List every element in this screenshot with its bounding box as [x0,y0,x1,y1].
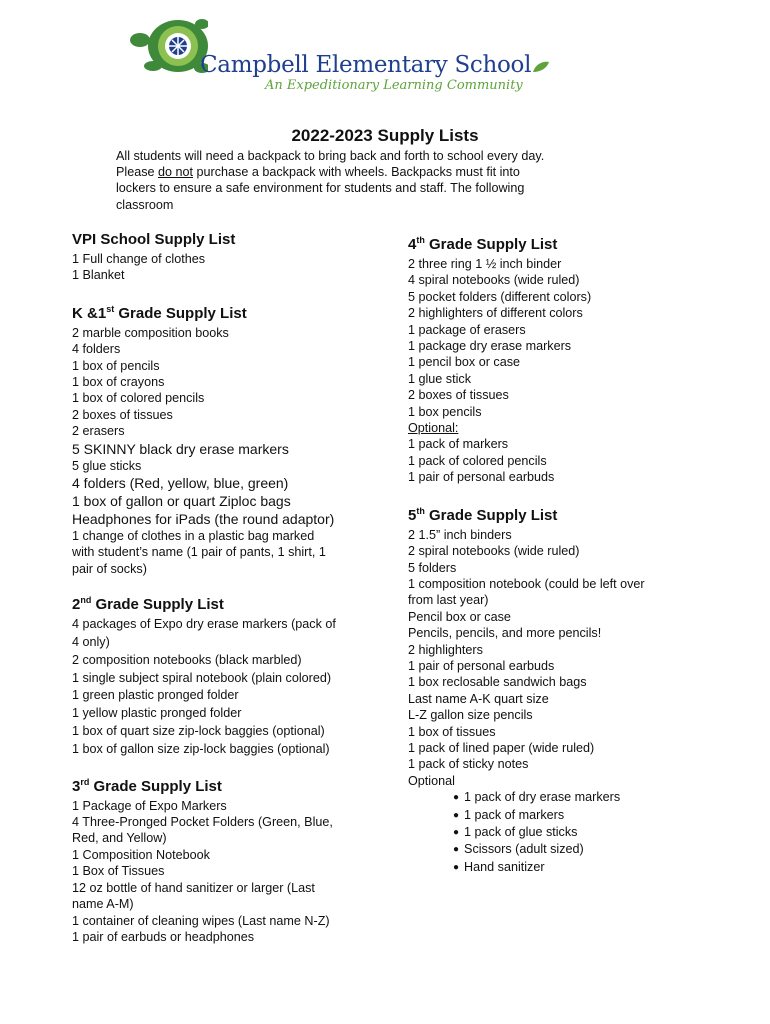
intro-line [116,164,636,180]
supply-item: 1 Full change of clothes [72,252,206,266]
heading-text: Grade Supply List [424,506,558,524]
supply-item: 1 change of clothes in a plastic bag marked [72,529,315,544]
heading-sup: nd [80,595,92,606]
optional-item: ● 1 pack of markers [408,807,708,824]
right-column [408,231,708,876]
section-heading [72,300,372,323]
supply-item: 2 highlighters [408,642,483,657]
page-title: 2022-2023 Supply Lists [291,126,479,145]
supply-item: 1 box of gallon or quart Ziploc bags [72,493,291,510]
section-heading [72,591,372,614]
emphasis-text: do not [158,165,194,180]
supply-item: 5 glue sticks [72,458,142,473]
heading-text: Grade Supply List [91,596,224,614]
intro-line: classroom [116,197,174,212]
supply-item: 1 pair of personal earbuds [408,470,555,485]
supply-item: 1 single subject spiral notebook (plain colored) [72,670,332,685]
heading-text: Grade Supply List [89,777,222,795]
supply-item: 1 box of quart size zip-lock baggies (optional) [72,724,325,739]
supply-item: 1 yellow plastic pronged folder [72,706,242,721]
supply-item: 2 marble composition books [72,325,229,340]
section-heading [72,773,372,796]
supply-item: 1 Package of Expo Markers [72,798,227,813]
supply-item: 1 Box of Tissues [72,864,165,879]
supply-item: 2 composition notebooks (black marbled) [72,652,302,667]
supply-item: 5 pocket folders (different colors) [408,289,592,304]
supply-list [72,616,372,758]
supply-item: 1 container of cleaning wipes (Last name N-Z) [72,913,330,928]
supply-item: L-Z gallon size pencils [408,708,533,723]
supply-item: Last name A-K quart size [408,691,549,706]
supply-item: 1 package dry erase markers [408,339,572,354]
section-heading: VPI School Supply List [72,231,236,248]
supply-item: pair of socks) [72,561,147,576]
heading-text: Grade Supply List [114,304,247,322]
leaf-icon [532,60,550,74]
supply-list [408,527,708,790]
optional-items [408,436,708,485]
optional-label: Optional: [408,421,459,436]
supply-item: 1 box of colored pencils [72,391,205,406]
intro-text: purchase a backpack with wheels. Backpacks must fit into [193,165,520,180]
intro-line: lockers to ensure a safe environment for students and staff. The following [116,181,525,196]
left-column [72,230,372,945]
grade3-section [72,773,372,946]
supply-item: 4 spiral notebooks (wide ruled) [408,273,580,288]
supply-item: Pencil box or case [408,609,511,624]
supply-item: 1 package of erasers [408,322,526,337]
supply-item: 12 oz bottle of hand sanitizer or larger (Last [72,880,315,895]
supply-item: 1 box of gallon size zip-lock baggies (optional) [72,741,330,756]
supply-item: Pencils, pencils, and more pencils! [408,626,602,641]
supply-list [408,256,708,420]
optional-bullets [408,789,708,876]
supply-item: 1 pair of earbuds or headphones [72,929,255,944]
heading-text: 3 [72,777,81,795]
vpi-section [72,230,372,284]
supply-item: 1 box of crayons [72,375,165,390]
supply-item: 5 folders [408,560,457,575]
supply-item: Red, and Yellow) [72,831,167,846]
school-tagline: An Expeditionary Learning Community [265,78,523,93]
supply-item: 1 composition notebook (could be left over [408,576,645,591]
supply-item: 4 only) [72,635,110,650]
supply-item: 1 box reclosable sandwich bags [408,675,587,690]
section-heading [408,502,708,525]
supply-list [72,798,372,946]
grade4-section [408,231,708,486]
supply-item: 5 SKINNY black dry erase markers [72,440,289,457]
supply-item: 2 highlighters of different colors [408,306,583,321]
optional-item: ● 1 pack of glue sticks [408,824,708,841]
supply-item: 1 Composition Notebook [72,847,210,862]
supply-item: 2 three ring 1 ½ inch binder [408,257,562,271]
supply-item: Headphones for iPads (the round adaptor) [72,511,335,528]
supply-list [72,325,372,577]
heading-text: 5 [408,506,417,524]
k1-section [72,300,372,577]
supply-item: 1 pencil box or case [408,355,521,370]
supply-item: 1 box pencils [408,404,482,419]
supply-item: 4 Three-Pronged Pocket Folders (Green, Blue, [72,815,333,830]
heading-text: K &1 [72,304,107,322]
intro-text: Please [116,165,159,180]
supply-item: 2 1.5” inch binders [408,527,512,542]
supply-item: 1 green plastic pronged folder [72,688,239,703]
school-name: Campbell Elementary School [200,52,532,78]
optional-item: ● Scissors (adult sized) [408,841,708,858]
supply-item: name A-M) [72,897,134,912]
optional-item: ● 1 pack of dry erase markers [408,789,708,806]
supply-item: 2 spiral notebooks (wide ruled) [408,544,580,559]
supply-item: with student’s name (1 pair of pants, 1 shirt, 1 [72,545,326,560]
supply-item: Optional [408,773,455,788]
supply-item: 1 pack of lined paper (wide ruled) [408,740,595,755]
supply-item: 2 boxes of tissues [408,388,509,403]
heading-sup: rd [80,776,90,787]
heading-text: Grade Supply List [424,236,558,253]
heading-text: 2 [72,596,81,614]
grade2-section [72,591,372,758]
supply-item: from last year) [408,593,489,608]
supply-item: 1 box of tissues [408,724,496,739]
heading-sup: th [416,505,425,516]
supply-item: 4 folders [72,342,121,357]
supply-item: 4 packages of Expo dry erase markers (pack of [72,617,336,632]
supply-item: 1 pack of sticky notes [408,757,529,772]
optional-list [408,420,708,436]
supply-list [72,251,372,284]
heading-sup: th [416,235,425,245]
supply-item: 1 pack of colored pencils [408,453,547,468]
supply-item: 2 erasers [72,424,125,439]
intro-paragraph [116,148,636,213]
supply-item: 1 pair of personal earbuds [408,658,555,673]
supply-item: 4 folders (Red, yellow, blue, green) [72,475,289,492]
supply-item: 1 Blanket [72,268,125,283]
intro-line: All students will need a backpack to bring back and forth to school every day. [116,149,545,163]
section-heading [408,231,708,254]
grade5-section [408,502,708,877]
supply-item: 1 glue stick [408,371,471,386]
supply-item: 1 box of pencils [72,358,160,373]
supply-item: 2 boxes of tissues [72,407,173,422]
turtle-logo-icon [128,16,208,86]
supply-item: 1 pack of markers [408,437,509,452]
optional-item: ● Hand sanitizer [408,859,708,876]
heading-sup: st [106,303,115,314]
heading-text: 4 [408,236,417,253]
